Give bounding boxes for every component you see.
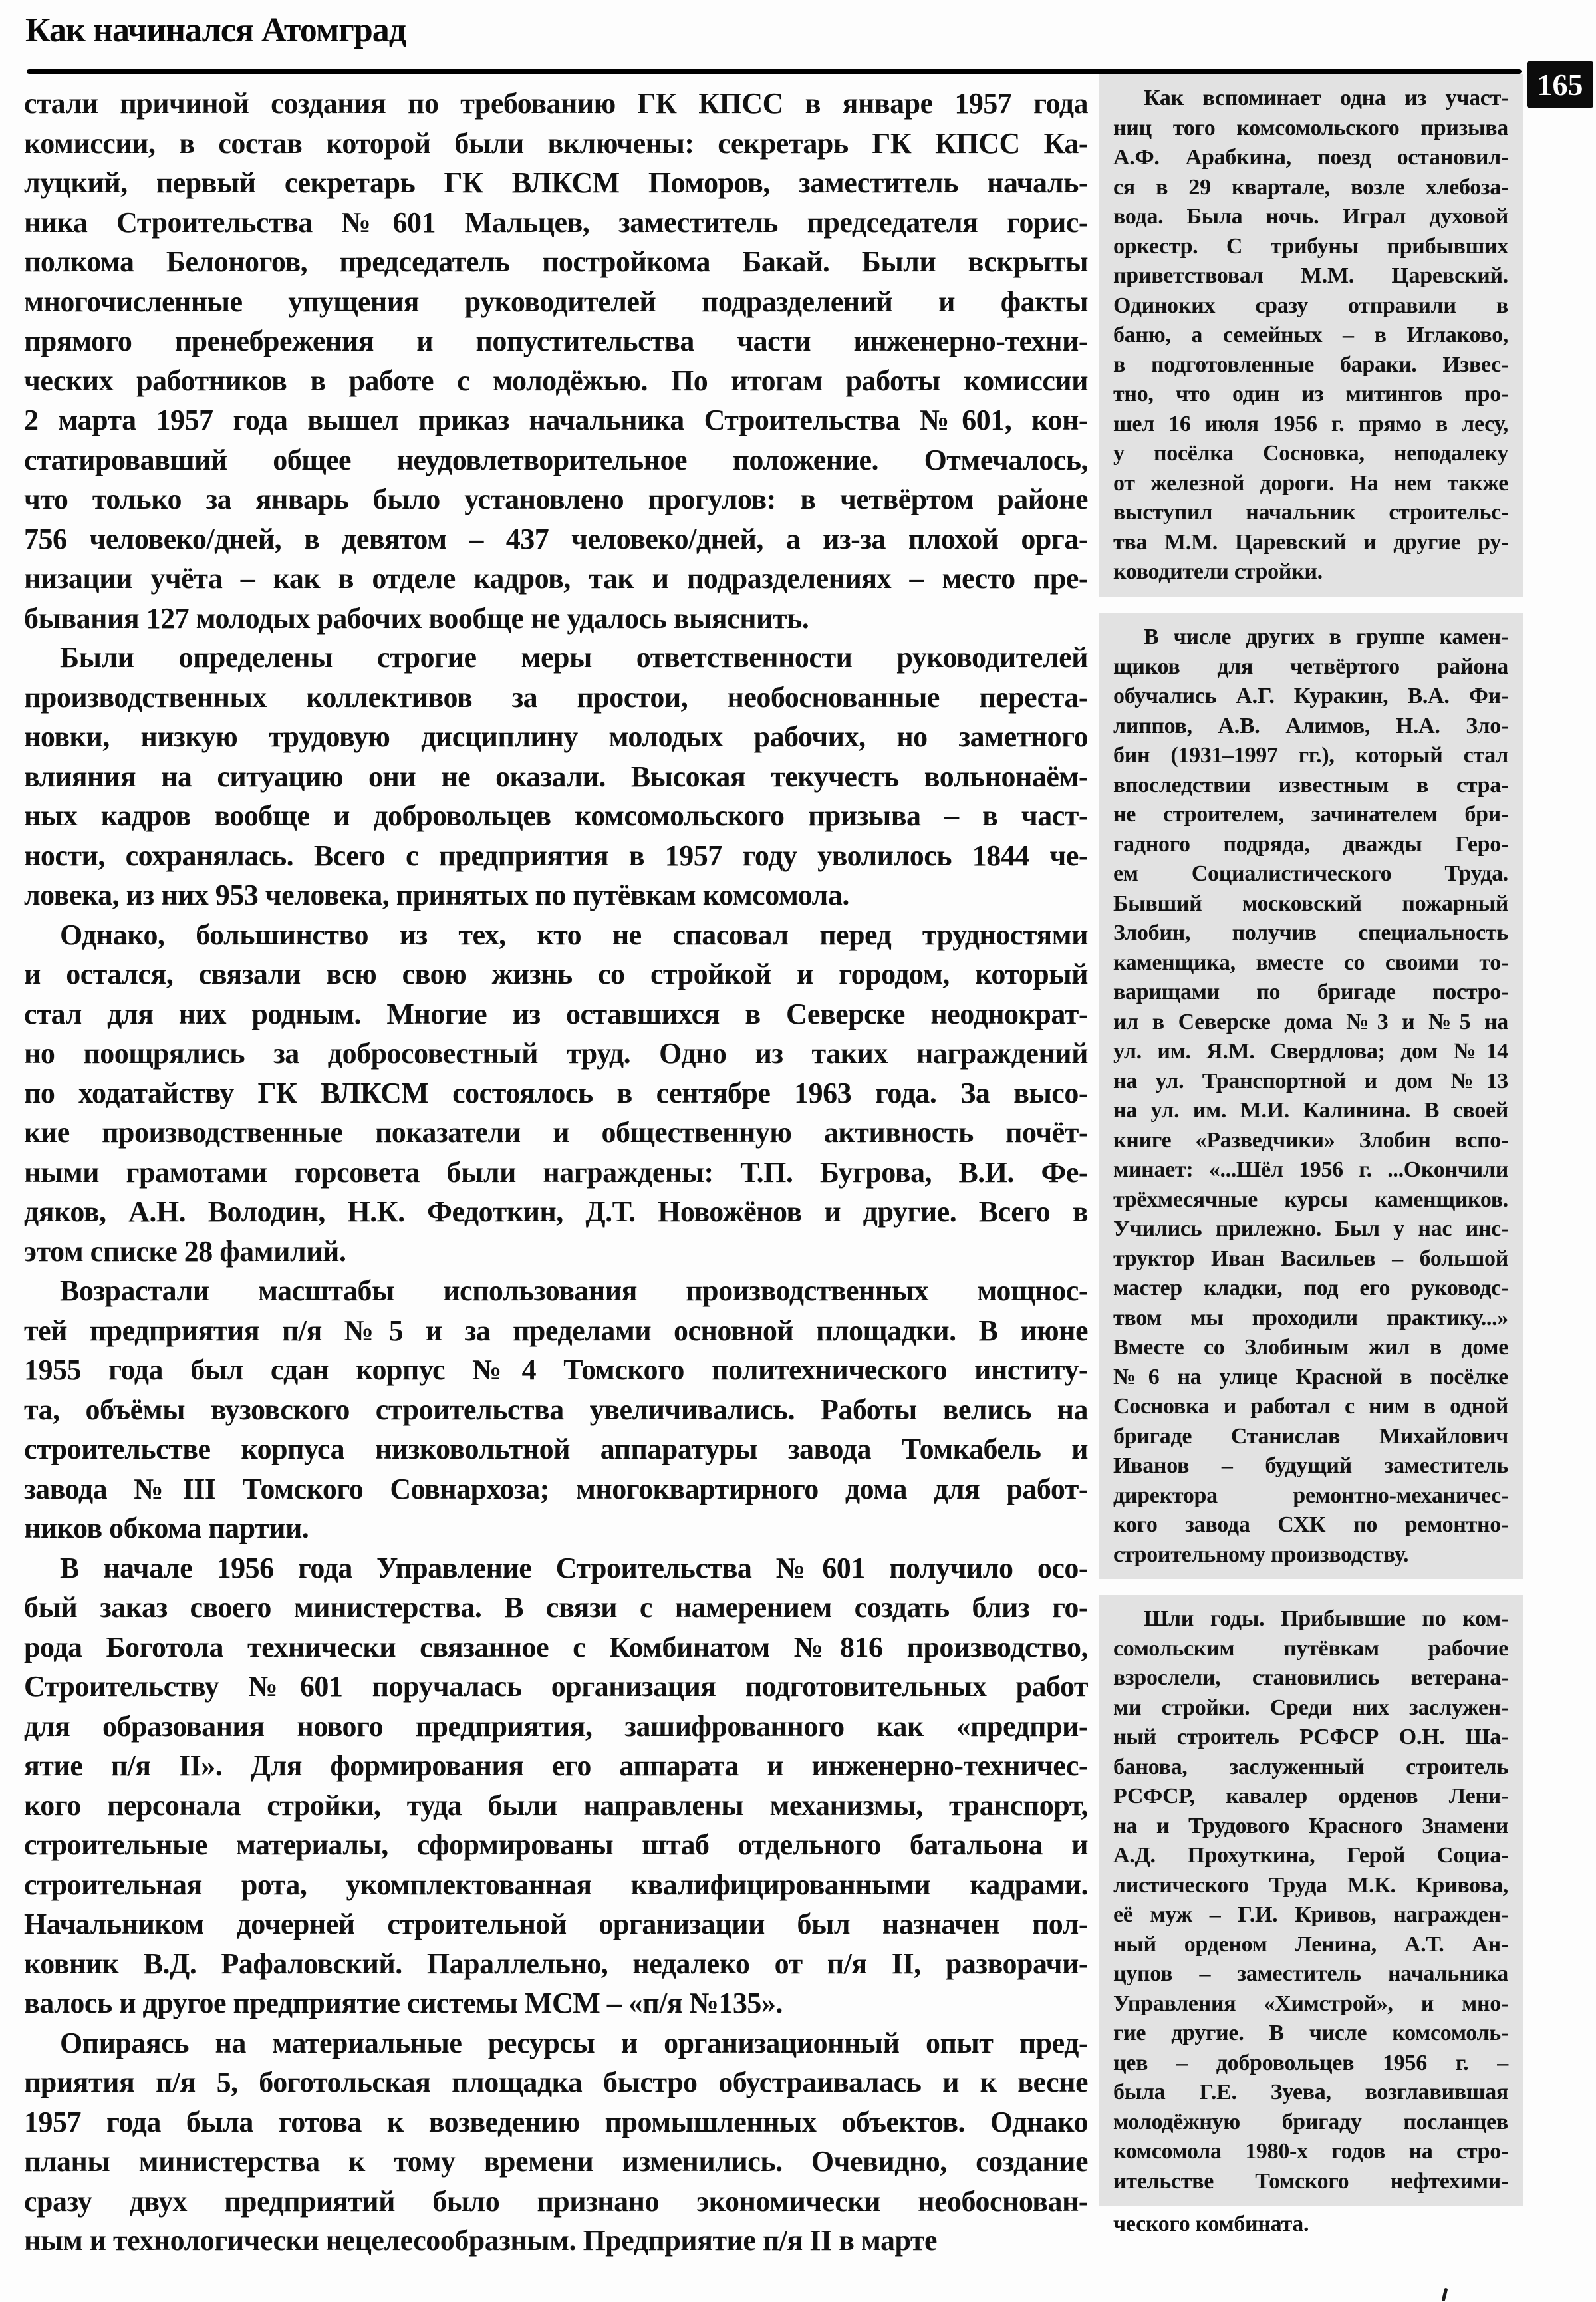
text-line: тва М.М. Царевский и другие ру-	[1113, 529, 1508, 555]
text-line: 1957 года была готова к возведению промышленных объектов. Однако	[24, 2105, 1088, 2138]
text-line: строительному производству.	[1113, 1542, 1409, 1567]
header-rule	[27, 69, 1522, 74]
text-line: кого завода СХК по ремонтно-	[1113, 1512, 1508, 1537]
text-line: труктор Иван Васильев – большой	[1113, 1246, 1508, 1271]
text-line: мастер кладки, под его руководс-	[1113, 1276, 1508, 1300]
text-line: стали причиной создания по требованию ГК КПСС в январе 1957 года	[24, 87, 1088, 120]
page-header-title: Как начинался Атомград	[25, 11, 406, 49]
text-line: ем Социалистического Труда.	[1113, 861, 1508, 886]
text-line: валось и другое предприятие системы МСМ – «п/я №135».	[24, 1987, 783, 2019]
text-line: Иванов – будущий заместитель	[1113, 1453, 1508, 1478]
text-line: дяков, А.Н. Володин, Н.К. Федоткин, Д.Т. Новожёнов и другие. Всего в	[24, 1195, 1088, 1228]
text-line: рода Боготола технически связанное с Комбинатом №816 производство,	[24, 1630, 1088, 1663]
text-line: прямого пренебрежения и попустительства части инженерно-техни-	[24, 325, 1088, 357]
text-line: В начале 1956 года Управление Строительства №601 получило осо-	[60, 1551, 1088, 1584]
text-line: 756 человеко/дней, в девятом – 437 человеко/дней, а из-за плохой орга-	[24, 522, 1088, 555]
text-line: книге «Разведчики» Злобин вспо-	[1113, 1127, 1508, 1153]
text-line: сомольским путёвкам рабочие	[1113, 1636, 1508, 1661]
text-line: Начальником дочерней строительной организации был назначен пол-	[24, 1908, 1088, 1940]
text-line: Возрастали масштабы использования производственных мощнос-	[60, 1274, 1088, 1307]
text-line: впоследствии известным в стра-	[1113, 772, 1508, 797]
text-line: та, объёмы вузовского строительства увеличивались. Работы велись на	[24, 1393, 1088, 1426]
text-line: баню, а семейных – в Иглаково,	[1113, 323, 1508, 347]
text-line: от железной дороги. На нем также	[1113, 470, 1508, 496]
text-line: трёхмесячные курсы каменщиков.	[1113, 1187, 1508, 1212]
text-line: не строителем, зачинателем бри-	[1113, 802, 1508, 827]
page-number-badge	[1527, 61, 1593, 108]
text-line: бый заказ своего министерства. В связи с намерением создать близ го-	[24, 1591, 1088, 1624]
text-line: сразу двух предприятий было признано экономически необоснован-	[24, 2184, 1088, 2218]
text-line: листического Труда М.К. Кривова,	[1113, 1872, 1508, 1898]
text-line: и остался, связали всю свою жизнь со стройкой и городом, который	[24, 958, 1088, 990]
text-line: её муж – Г.И. Кривов, награжден-	[1113, 1902, 1508, 1927]
text-line: Одиноких сразу отправили в	[1113, 293, 1508, 318]
text-line: ческих работников в работе с молодёжью. По итогам работы комиссии	[24, 364, 1088, 397]
text-line: строительстве корпуса низковольтной аппаратуры завода Томкабель и	[24, 1433, 1088, 1465]
text-line: шел 16 июля 1956 г. прямо в лесу,	[1113, 411, 1508, 436]
text-line: ительстве Томского нефтехими-	[1113, 2168, 1508, 2194]
text-line: В числе других в группе камен-	[1144, 625, 1508, 649]
text-line: производственных коллективов за простои, необоснованные переста-	[24, 680, 1088, 714]
text-line: ил в Северске дома №3 и №5 на	[1113, 1009, 1508, 1034]
text-line: комиссии, в состав которой были включены: секретарь ГК КПСС Ка-	[24, 126, 1088, 160]
text-line: гие другие. В числе комсомоль-	[1113, 2021, 1508, 2045]
text-line: гадного подряда, дважды Геро-	[1113, 831, 1508, 857]
text-line: ловека, из них 953 человека, принятых по путёвкам комсомола.	[24, 879, 849, 911]
text-line: Учились прилежно. Был у нас инс-	[1113, 1217, 1508, 1241]
text-line: Однако, большинство из тех, кто не спасовал перед трудностями	[60, 918, 1088, 951]
text-line: планы министерства к тому времени изменились. Очевидно, создание	[24, 2145, 1088, 2178]
text-line: комсомола 1980-х годов на стро-	[1113, 2139, 1508, 2164]
text-line: приветствовал М.М. Царевский.	[1113, 263, 1508, 288]
text-line: по ходатайству ГК ВЛКСМ состоялось в сентябре 1963 года. За высо-	[24, 1076, 1088, 1109]
text-line: бин (1931–1997 гг.), который стал	[1113, 743, 1508, 768]
text-line: на и Трудового Красного Знамени	[1113, 1813, 1508, 1838]
sidebar-note-2	[1099, 613, 1523, 1579]
text-line: влияния на ситуацию они не оказали. Высокая текучесть вольнонаём-	[24, 760, 1088, 793]
text-line: тно, что один из митингов про-	[1113, 382, 1508, 406]
text-line: ятие п/я II». Для формирования его аппарата и инженерно-техничес-	[24, 1749, 1088, 1782]
text-line: РСФСР, кавалер орденов Лени-	[1113, 1784, 1508, 1808]
text-line: ника Строительства №601 Мальцев, заместитель председателя горис-	[24, 206, 1088, 239]
text-line: цев – добровольцев 1956 г. –	[1113, 2050, 1508, 2075]
text-line: Бывший московский пожарный	[1113, 891, 1508, 916]
page-header	[25, 11, 823, 50]
text-line: стал для них родным. Многие из оставшихся в Северске неоднократ-	[24, 997, 1088, 1030]
text-line: №6 на улице Красной в посёлке	[1113, 1364, 1508, 1389]
text-line: ковник В.Д. Рафаловский. Параллельно, недалеко от п/я II, разворачи-	[24, 1947, 1088, 1980]
text-line: ный строитель РСФСР О.Н. Ша-	[1113, 1725, 1508, 1749]
sidebar-note-3	[1099, 1595, 1523, 2206]
text-line: у посёлка Сосновка, неподалеку	[1113, 441, 1508, 466]
text-line: этом списке 28 фамилий.	[24, 1234, 346, 1268]
sidebar-note-1	[1099, 74, 1523, 597]
text-line: 1955 года был сдан корпус №4 Томского политехнического институ-	[24, 1354, 1088, 1386]
text-line: варищами по бригаде постро-	[1113, 980, 1508, 1004]
text-line: оркестр. С трибуны прибывших	[1113, 233, 1508, 259]
main-text-column	[24, 84, 1088, 2261]
text-line: низации учёта – как в отделе кадров, так и подразделениях – место пре-	[24, 562, 1088, 595]
text-line: ниц того комсомольского призыва	[1113, 115, 1508, 140]
text-line: кие производственные показатели и общественную активность почёт-	[24, 1116, 1088, 1149]
text-line: на ул. им. М.И. Калинина. В своей	[1113, 1098, 1508, 1123]
text-line: ников обкома партии.	[24, 1512, 309, 1544]
text-line: каменщика, вместе со своими то-	[1113, 950, 1508, 975]
text-line: липпов, А.В. Алимов, Н.А. Зло-	[1113, 713, 1508, 738]
text-line: статировавший общее неудовлетворительное положение. Отмечалось,	[24, 443, 1088, 476]
text-line: строительные материалы, сформированы штаб отдельного батальона и	[24, 1828, 1088, 1861]
text-line: Шли годы. Прибывшие по ком-	[1144, 1606, 1508, 1631]
text-line: 2 марта 1957 года вышел приказ начальника Строительства №601, кон-	[24, 404, 1088, 436]
text-line: была Г.Е. Зуева, возглавившая	[1113, 2080, 1508, 2104]
text-line: Злобин, получив специальность	[1113, 921, 1508, 945]
text-line: строительная рота, укомплектованная квалифицированными кадрами.	[24, 1868, 1088, 1901]
text-line: ководители стройки.	[1113, 559, 1323, 584]
text-line: завода №III Томского Совнархоза; многоквартирного дома для работ-	[24, 1472, 1088, 1505]
text-line: ным и технологически нецелесообразным. Предприятие п/я II в марте	[24, 2224, 938, 2257]
text-line: новки, низкую трудовую дисциплину молодых рабочих, но заметного	[24, 720, 1088, 753]
ink-mark	[1442, 2288, 1448, 2302]
text-line: бригаде Станислав Михайлович	[1113, 1423, 1508, 1449]
text-line: Были определены строгие меры ответственности руководителей	[60, 641, 1088, 674]
text-line: бывания 127 молодых рабочих вообще не удалось выяснить.	[24, 601, 809, 635]
text-line: вода. Была ночь. Играл духовой	[1113, 204, 1508, 229]
text-line: на ул. Транспортной и дом №13	[1113, 1068, 1508, 1093]
text-line: Управления «Химстрой», и мно-	[1113, 1991, 1508, 2016]
text-line: Как вспоминает одна из участ-	[1144, 86, 1508, 110]
text-line: ными грамотами горсовета были награждены: Т.П. Бугрова, В.И. Фе-	[24, 1155, 1088, 1189]
text-line: что только за январь было установлено прогулов: в четвёртом районе	[24, 483, 1088, 515]
text-line: многочисленные упущения руководителей подразделений и факты	[24, 285, 1088, 318]
text-line: приятия п/я 5, боготольская площадка быстро обустраивалась и к весне	[24, 2066, 1088, 2098]
text-line: ся в 29 квартале, возле хлебоза-	[1113, 174, 1508, 200]
text-line: банова, заслуженный строитель	[1113, 1754, 1508, 1779]
text-line: ул. им. Я.М. Свердлова; дом №14	[1113, 1039, 1508, 1064]
text-line: ми стройки. Среди них заслужен-	[1113, 1695, 1508, 1720]
text-line: молодёжную бригаду посланцев	[1113, 2109, 1508, 2134]
text-line: Сосновка и работал с ним в одной	[1113, 1394, 1508, 1419]
text-line: минает: «...Шёл 1956 г. ...Окончили	[1113, 1157, 1508, 1182]
text-line: щиков для четвёртого района	[1113, 654, 1508, 679]
text-line: ный орденом Ленина, А.Т. Ан-	[1113, 1932, 1508, 1957]
text-line: выступил начальник строительс-	[1113, 500, 1508, 525]
text-line: ности, сохранялась. Всего с предприятия в 1957 году уволилось 1844 че-	[24, 839, 1088, 872]
text-line: обучались А.Г. Куракин, В.А. Фи-	[1113, 684, 1508, 708]
text-line: кого персонала стройки, туда были направлены механизмы, транспорт,	[24, 1789, 1088, 1822]
text-line: тей предприятия п/я №5 и за пределами основной площадки. В июне	[24, 1314, 1088, 1347]
text-line: взрослели, становились ветерана-	[1113, 1665, 1508, 1690]
text-line: Вместе со Злобиным жил в доме	[1113, 1335, 1508, 1360]
text-line: но поощрялись за добросовестный труд. Одно из таких награждений	[24, 1037, 1088, 1070]
text-line: луцкий, первый секретарь ГК ВЛКСМ Поморов, заместитель началь-	[24, 166, 1088, 199]
text-line: для образования нового предприятия, зашифрованного как «предпри-	[24, 1709, 1088, 1743]
text-line: твом мы проходили практику...»	[1113, 1305, 1508, 1330]
text-line: цупов – заместитель начальника	[1113, 1961, 1508, 1986]
sidebar-trailing-line: ческого комбината.	[1113, 2212, 1309, 2236]
text-line: ных кадров вообще и добровольцев комсомольского призыва – в част-	[24, 799, 1088, 832]
text-line: в подготовленные бараки. Извес-	[1113, 352, 1508, 377]
text-line: Строительству №601 поручалась организация подготовительных работ	[24, 1670, 1088, 1703]
text-line: А.Д. Прохуткина, Герой Социа-	[1113, 1843, 1508, 1868]
text-line: полкома Белоногов, председатель постройкома Бакай. Были вскрыты	[24, 245, 1088, 278]
text-line: А.Ф. Арабкина, поезд остановил-	[1113, 145, 1508, 170]
page-number: 165	[1537, 67, 1583, 102]
text-line: директора ремонтно-механичес-	[1113, 1483, 1508, 1508]
text-line: Опираясь на материальные ресурсы и организационный опыт пред-	[60, 2026, 1088, 2059]
